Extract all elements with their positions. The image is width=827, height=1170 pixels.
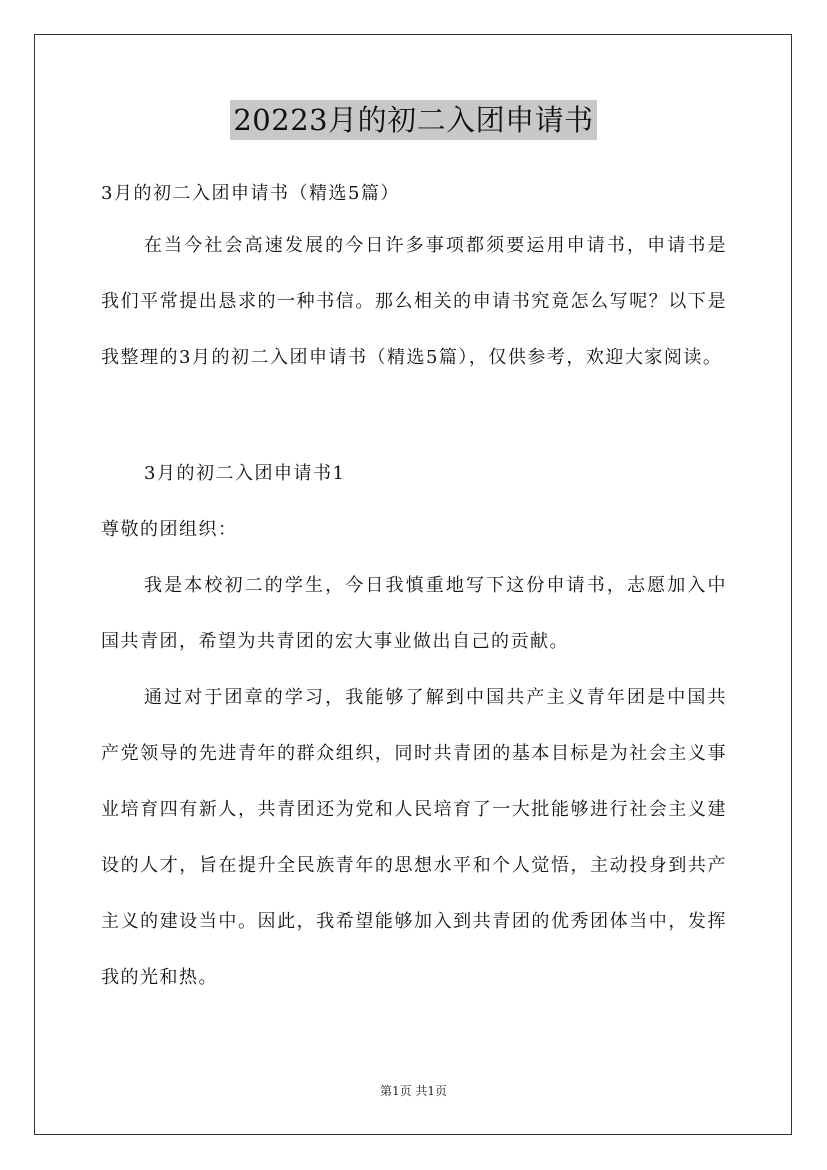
title-container [0, 100, 827, 140]
document-title: 20223月的初二入团申请书 [230, 100, 596, 140]
intro-paragraph: 在当今社会高速发展的今日许多事项都须要运用申请书，申请书是我们平常提出恳求的一种书信。那么相关的申请书究竟怎么写呢？以下是我整理的3月的初二入团申请书（精选5篇），仅供参考，欢迎大家阅读。 [101, 235, 727, 368]
page-number: 第1页 共1页 [379, 1084, 448, 1098]
salutation: 尊敬的团组织： [101, 519, 238, 540]
document-body [101, 174, 727, 1006]
document-subtitle: 3月的初二入团申请书（精选5篇） [101, 183, 400, 204]
body-paragraph-1: 我是本校初二的学生，今日我慎重地写下这份申请书，志愿加入中国共青团，希望为共青团的宏大事业做出自己的贡献。 [101, 575, 727, 652]
section-heading: 3月的初二入团申请书1 [144, 463, 346, 484]
page-footer [0, 1082, 827, 1100]
body-paragraph-2: 通过对于团章的学习，我能够了解到中国共产主义青年团是中国共产党领导的先进青年的群众组织，同时共青团的基本目标是为社会主义事业培育四有新人，共青团还为党和人民培育了一大批能够进行社会主义建设的人才，旨在提升全民族青年的思想水平和个人觉悟，主动投身到共产主义的建设当中。因此，我希望能够加入到共青团的优秀团体当中，发挥我的光和热。 [101, 687, 727, 988]
